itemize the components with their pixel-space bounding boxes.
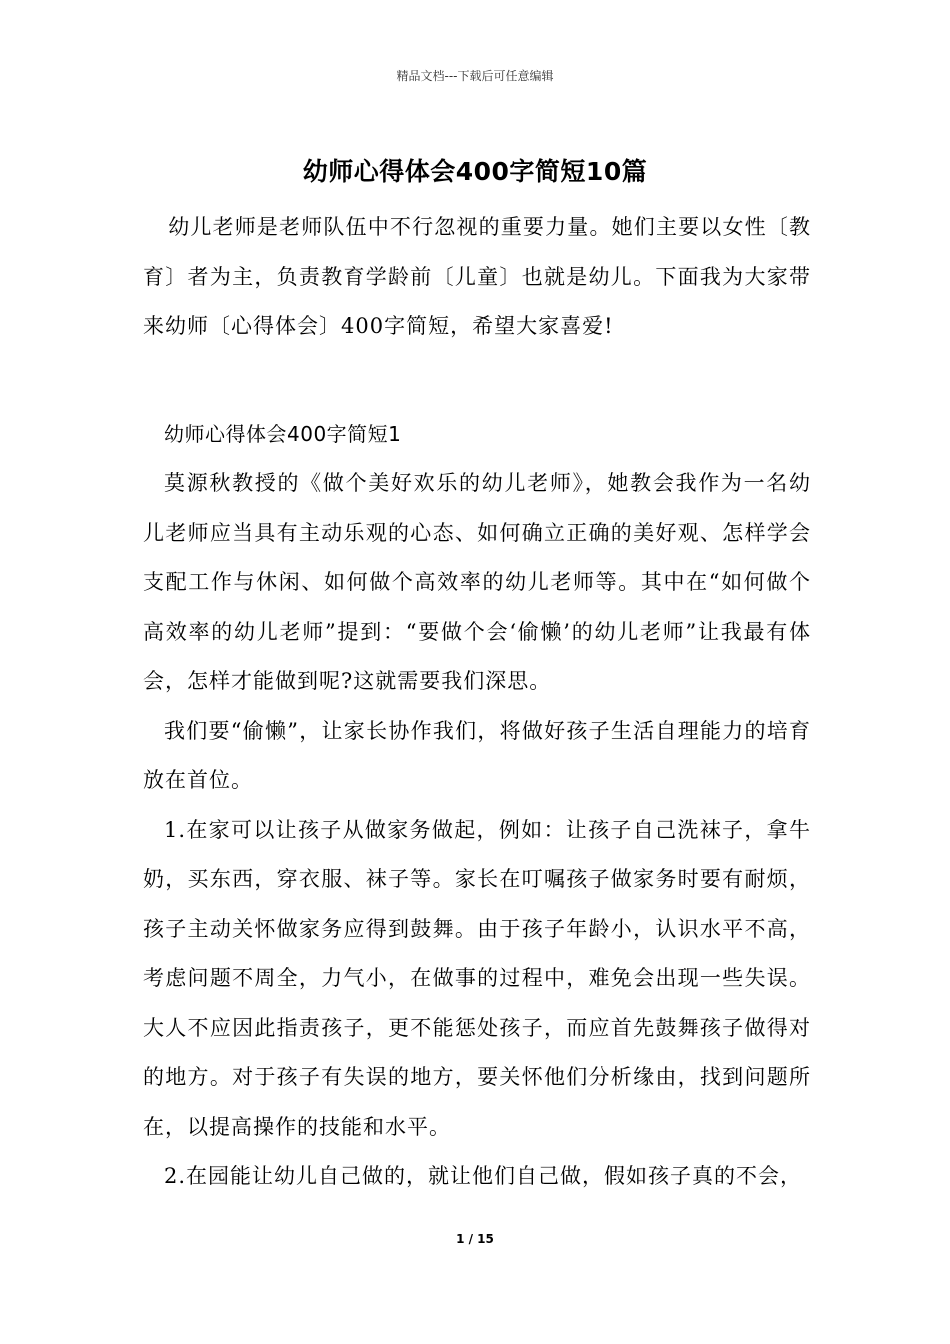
body-paragraph-3: 1.在家可以让孩子从做家务做起，例如：让孩子自己洗袜子，拿牛奶，买东西，穿衣服、袜子等。家长在叮嘱孩子做家务时要有耐烦，孩子主动关怀做家务应得到鼓舞。由于孩子年龄小，认识水平不高，考虑问题不周全，力气小，在做事的过程中，难免会出现一些失误。大人不应因此指责孩子，更不能惩处孩子，而应首先鼓舞孩子做得对的地方。对于孩子有失误的地方，要关怀他们分析缘由，找到问题所在，以提高操作的技能和水平。 [143,817,811,1139]
paragraph-spacer [143,352,811,410]
document-header-note: 精品文档---下载后可任意编辑 [396,69,554,83]
body-paragraph-4: 2.在园能让幼儿自己做的，就让他们自己做，假如孩子真的不会， [164,1164,803,1188]
intro-paragraph: 幼儿老师是老师队伍中不行忽视的重要力量。她们主要以女性〔教育〕者为主，负责教育学龄前〔儿童〕也就是幼儿。下面我为大家带来幼师〔心得体会〕400字简短，希望大家喜爱! [143,215,811,338]
document-title: 幼师心得体会400字简短10篇 [302,157,648,186]
body-paragraph-2: 我们要“偷懒”，让家长协作我们，将做好孩子生活自理能力的培育放在首位。 [143,718,811,792]
page-number: 1 / 15 [456,1232,494,1246]
body-paragraph-1: 莫源秋教授的《做个美好欢乐的幼儿老师》，她教会我作为一名幼儿老师应当具有主动乐观的心态、如何确立正确的美好观、怎样学会支配工作与休闲、如何做个高效率的幼儿老师等。其中在“如何做个高效率的幼儿老师”提到：“要做个会‘偷懒’的幼儿老师”让我最有体会，怎样才能做到呢?这就需要我们深思。 [143,471,811,693]
document-body [143,203,811,1202]
section-heading: 幼师心得体会400字简短1 [164,421,402,446]
